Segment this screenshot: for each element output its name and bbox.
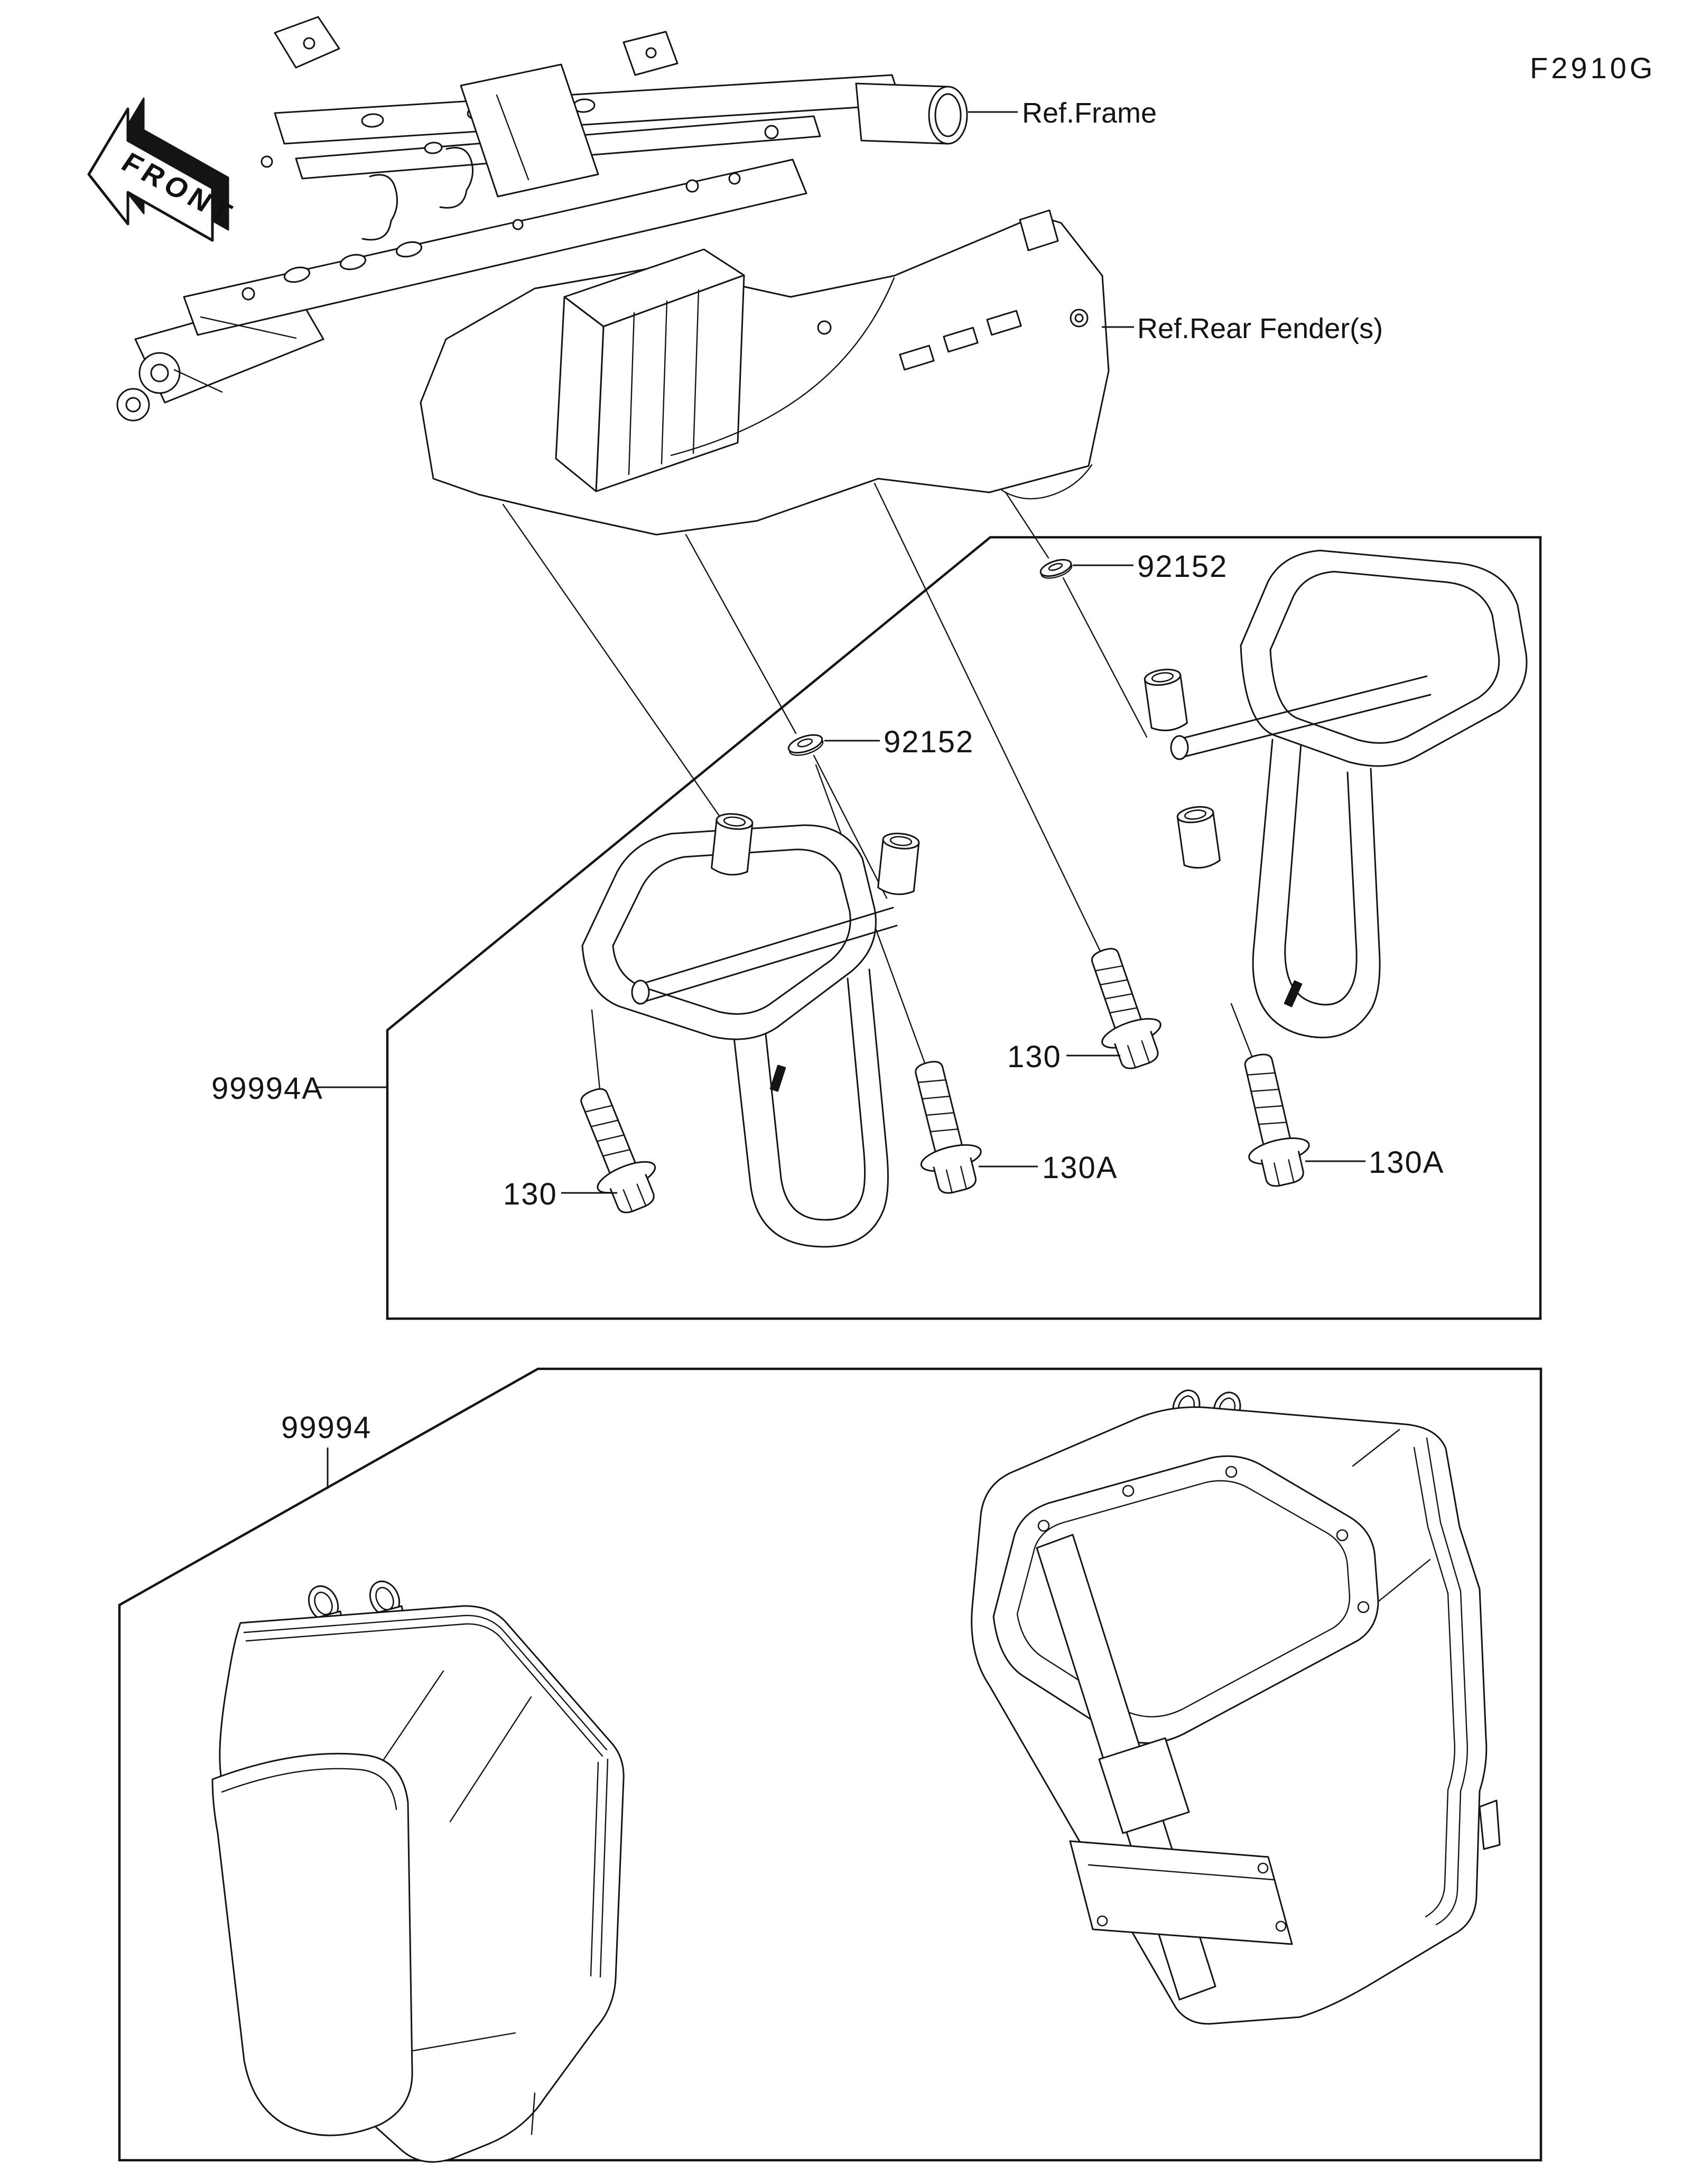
part-label-99994a: 99994A: [211, 1071, 323, 1106]
front-arrow-marker: [89, 98, 241, 240]
part-label-130a-right: 130A: [1369, 1145, 1445, 1180]
part-label-130-middle: 130: [1007, 1040, 1062, 1074]
part-label-92152-lower: 92152: [884, 725, 974, 759]
bolt-130a-right: [1227, 1049, 1316, 1191]
bolt-130a-middle: [898, 1056, 989, 1199]
left-bag-drawing: [212, 1576, 624, 2162]
part-label-130a-middle: 130A: [1042, 1151, 1118, 1185]
washer-upper: [1038, 556, 1073, 581]
right-bag-drawing: [972, 1387, 1500, 2024]
drawing-code-label: F2910G: [1530, 51, 1656, 85]
front-label: FRONT: [116, 147, 241, 231]
part-label-99994: 99994: [281, 1411, 372, 1445]
bolt-130-left: [563, 1080, 667, 1220]
right-bracket-drawing: [1144, 550, 1527, 1038]
ref-rear-fender-label: Ref.Rear Fender(s): [1137, 313, 1383, 344]
ref-frame-label: Ref.Frame: [1022, 97, 1157, 129]
part-label-130-left: 130: [503, 1177, 558, 1211]
part-label-92152-upper: 92152: [1137, 549, 1228, 584]
washer-lower: [786, 731, 825, 759]
